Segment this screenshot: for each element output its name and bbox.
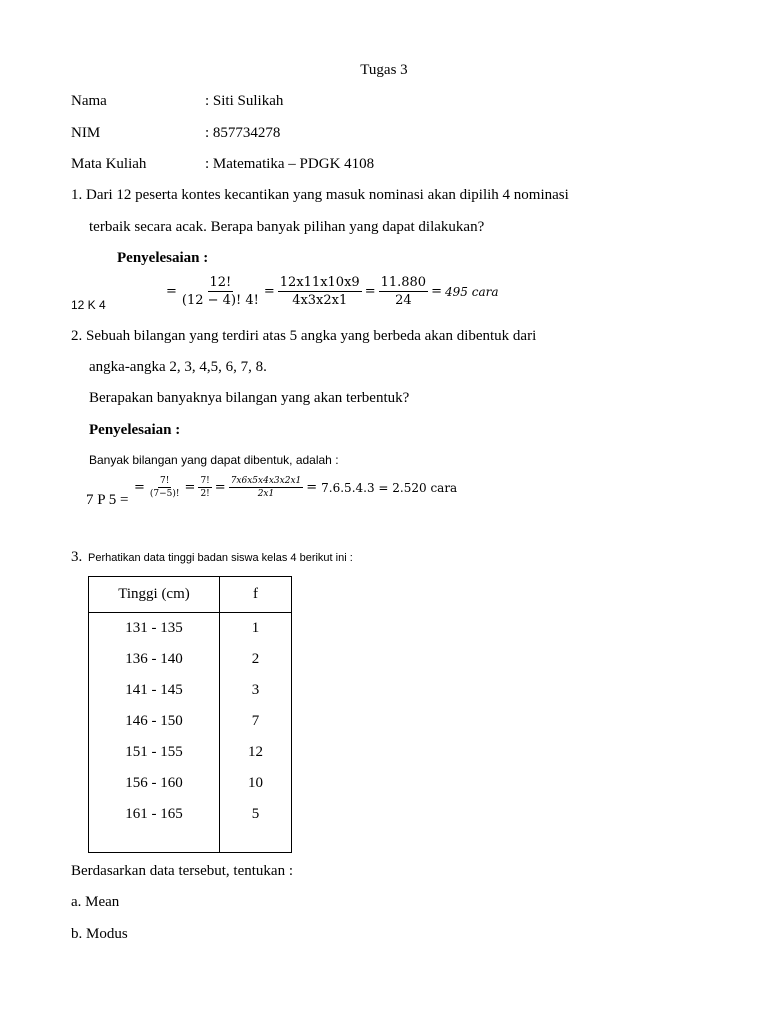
table-cell-height: 161 - 165	[89, 799, 220, 830]
label-mata-kuliah: Mata Kuliah	[71, 156, 147, 172]
table-cell-height: 131 - 135	[89, 613, 220, 645]
table-cell-height: 136 - 140	[89, 644, 220, 675]
q1-f2-den: 4x3x2x1	[292, 293, 348, 308]
table-cell-frequency: 10	[220, 768, 292, 799]
table-row	[89, 706, 292, 737]
q1-eq2: =	[263, 284, 275, 299]
q1-line1: 1. Dari 12 peserta kontes kecantikan yang masuk nominasi akan dipilih 4 nominasi	[71, 187, 569, 203]
value-nim: : 857734278	[205, 125, 281, 141]
q2-line1: 2. Sebuah bilangan yang terdiri atas 5 angka yang berbeda akan dibentuk dari	[71, 328, 537, 344]
table-header-height: Tinggi (cm)	[89, 577, 220, 613]
q1-eq3: =	[364, 284, 376, 299]
q3-instruction: Berdasarkan data tersebut, tentukan :	[71, 863, 293, 879]
table-cell-height: 141 - 145	[89, 675, 220, 706]
q2-fraction-2	[198, 476, 211, 499]
q2-f3-num: 7x6x5x4x3x2x1	[230, 476, 302, 486]
table-cell-frequency: 12	[220, 737, 292, 768]
q2-eq1: =	[134, 480, 145, 495]
table-bottom-padding	[89, 830, 292, 853]
table-cell-height: 151 - 155	[89, 737, 220, 768]
q1-formula	[166, 275, 498, 308]
table-row	[89, 737, 292, 768]
table-header-row	[89, 577, 292, 613]
q3-item-b: b. Modus	[71, 926, 128, 942]
table-row	[89, 675, 292, 706]
table-cell-empty	[89, 830, 220, 853]
table-cell-frequency: 3	[220, 675, 292, 706]
q2-line3: Berapakan banyaknya bilangan yang akan terbentuk?	[89, 390, 410, 406]
q2-intro: Banyak bilangan yang dapat dibentuk, adalah :	[89, 453, 339, 467]
q2-formula-prefix: 7 P 5 =	[86, 492, 129, 508]
q2-f2-den: 2!	[200, 489, 210, 499]
value-mata-kuliah: : Matematika – PDGK 4108	[205, 156, 375, 172]
q1-formula-prefix: 12 K 4	[71, 298, 106, 312]
label-nim: NIM	[71, 125, 101, 141]
table-row	[89, 799, 292, 830]
q2-fraction-1	[148, 476, 182, 499]
q1-line2: terbaik secara acak. Berapa banyak pilihan yang dapat dilakukan?	[89, 219, 485, 235]
q1-f1-den: (12 − 4)! 4!	[181, 293, 259, 308]
q2-formula	[134, 476, 457, 499]
q1-eq4: =	[431, 284, 442, 299]
q2-f2-num: 7!	[200, 476, 210, 486]
q3-number: 3.	[71, 549, 83, 565]
label-nama: Nama	[71, 93, 107, 109]
q1-f3-num: 11.880	[380, 275, 427, 290]
table-cell-height: 156 - 160	[89, 768, 220, 799]
table-cell-frequency: 5	[220, 799, 292, 830]
q1-result: 495 cara	[445, 284, 499, 299]
q2-fraction-3	[229, 476, 304, 499]
q1-f3-den: 24	[395, 293, 412, 308]
q2-f1-num: 7!	[160, 476, 170, 486]
q2-eq3: =	[214, 480, 226, 495]
q1-fraction-1	[180, 275, 261, 308]
q1-fraction-2	[278, 275, 362, 308]
table-header-frequency: f	[220, 577, 292, 613]
table-cell-empty	[220, 830, 292, 853]
q3-item-a: a. Mean	[71, 894, 120, 910]
page-title: Tugas 3	[360, 62, 408, 78]
q2-eq2: =	[184, 480, 196, 495]
q2-line2: angka-angka 2, 3, 4,5, 6, 7, 8.	[89, 359, 267, 375]
table-cell-frequency: 1	[220, 613, 292, 645]
q1-eq1: =	[166, 284, 177, 299]
q2-f3-den: 2x1	[257, 489, 275, 499]
table-row	[89, 613, 292, 645]
value-nama: : Siti Sulikah	[205, 93, 284, 109]
table-cell-height: 146 - 150	[89, 706, 220, 737]
height-frequency-table	[88, 576, 292, 853]
q1-fraction-3	[379, 275, 429, 308]
q2-solution-heading: Penyelesaian :	[89, 422, 181, 438]
q1-f1-num: 12!	[209, 275, 232, 290]
table-cell-frequency: 2	[220, 644, 292, 675]
table-row	[89, 644, 292, 675]
q2-eq4: =	[306, 480, 318, 495]
q2-f1-den: (7−5)!	[149, 489, 180, 499]
table-cell-frequency: 7	[220, 706, 292, 737]
q1-solution-heading: Penyelesaian :	[117, 250, 209, 266]
q3-text: Perhatikan data tinggi badan siswa kelas 4 berikut ini :	[88, 552, 353, 564]
table-row	[89, 768, 292, 799]
q1-f2-num: 12x11x10x9	[279, 275, 360, 290]
q2-result: 7.6.5.4.3 = 2.520 cara	[321, 480, 458, 495]
